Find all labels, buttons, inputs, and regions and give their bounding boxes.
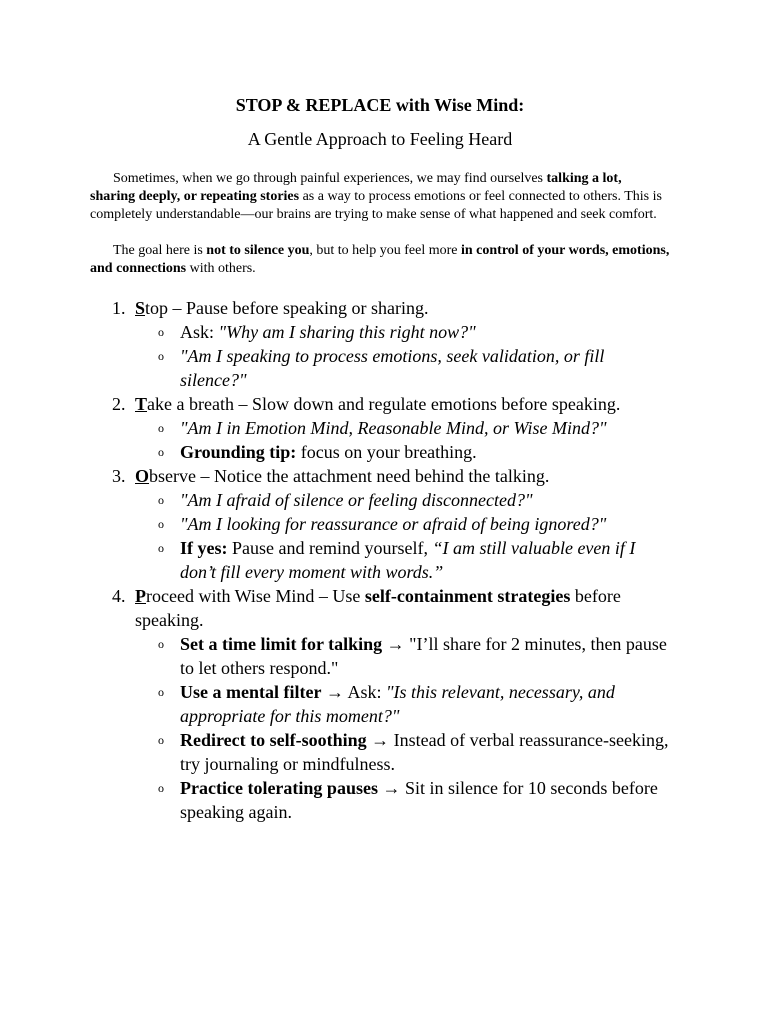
if-yes-quote: “I am still valuable even if I don’t fill every moment with words.” [180, 538, 636, 582]
bullet-icon: o [158, 325, 164, 339]
step-letter: O [135, 466, 150, 486]
bullet-icon: o [158, 445, 164, 459]
sub-item [135, 488, 670, 512]
sub-item [135, 632, 670, 680]
intro-paragraph-1 [90, 170, 670, 224]
stop-steps-list [90, 296, 670, 824]
tip-text: focus on your breathing. [296, 442, 477, 462]
bullet-icon: o [158, 517, 164, 531]
if-yes-label: If yes: [180, 538, 228, 558]
sub-item [135, 728, 670, 776]
strategy-label: Use a mental filter [180, 682, 322, 702]
sub-list [135, 416, 670, 464]
quote-text: "Am I speaking to process emotions, seek validation, or fill silence?" [180, 346, 605, 390]
ask-quote: "Why am I sharing this right now?" [218, 322, 476, 342]
intro-p1-bold: talking a lot, sharing deeply, or repeating stories [90, 171, 622, 204]
if-yes-text: Pause and remind yourself, [227, 538, 433, 558]
document-page [90, 92, 670, 824]
strategy-label: Redirect to self-soothing [180, 730, 367, 750]
step-number: 1. [112, 298, 126, 318]
sub-item [135, 440, 670, 464]
tip-label: Grounding tip: [180, 442, 297, 462]
intro-p2-text-3: with others. [186, 261, 256, 276]
step-letter: T [135, 394, 148, 414]
step-text: ake a breath – Slow down and regulate emotions before speaking. [147, 394, 621, 414]
strategy-label: Set a time limit for talking [180, 634, 383, 654]
sub-list [135, 320, 670, 392]
intro-p2-bold-2: in control of your words, emotions, and connections [90, 243, 670, 276]
document-subtitle: A Gentle Approach to Feeling Heard [247, 129, 513, 149]
bullet-icon: o [158, 637, 164, 651]
step-letter: S [135, 298, 146, 318]
step-stop [90, 296, 670, 392]
bullet-icon: o [158, 493, 164, 507]
sub-item [135, 512, 670, 536]
step-observe [90, 464, 670, 584]
strategy-text: → Instead of verbal reassurance-seeking, try journaling or mindfulness. [180, 730, 669, 774]
quote-text: "Am I looking for reassurance or afraid of being ignored?" [180, 514, 607, 534]
step-letter: P [135, 586, 146, 606]
bullet-icon: o [158, 685, 164, 699]
sub-list [135, 488, 670, 584]
bullet-icon: o [158, 541, 164, 555]
ask-label: Ask: [180, 322, 219, 342]
step-number: 3. [112, 466, 126, 486]
quote-text: "Am I afraid of silence or feeling disconnected?" [180, 490, 533, 510]
step-text: top – Pause before speaking or sharing. [145, 298, 429, 318]
sub-item [135, 680, 670, 728]
step-proceed [90, 584, 670, 824]
intro-p2-bold-1: not to silence you [206, 243, 310, 258]
intro-p2-text-2: , but to help you feel more [309, 243, 461, 258]
strategy-text: → Sit in silence for 10 seconds before speaking again. [180, 778, 658, 822]
bullet-icon: o [158, 349, 164, 363]
document-title: STOP & REPLACE with Wise Mind: [235, 95, 525, 115]
intro-p1-text: Sometimes, when we go through painful experiences, we may find ourselves [113, 171, 547, 186]
strategy-text: → Ask: [321, 682, 386, 702]
bullet-icon: o [158, 781, 164, 795]
step-text: bserve – Notice the attachment need behind the talking. [149, 466, 550, 486]
step-bold-text: self-containment strategies [364, 586, 571, 606]
sub-item [135, 416, 670, 440]
step-text: roceed with Wise Mind – Use [146, 586, 365, 606]
strategy-quote: "Is this relevant, necessary, and appropriate for this moment?" [180, 682, 615, 726]
intro-paragraph-2 [90, 242, 670, 278]
quote-text: "Am I in Emotion Mind, Reasonable Mind, or Wise Mind?" [180, 418, 607, 438]
sub-item [135, 536, 670, 584]
bullet-icon: o [158, 421, 164, 435]
intro-p2-text: The goal here is [113, 243, 207, 258]
bullet-icon: o [158, 733, 164, 747]
sub-item [135, 320, 670, 344]
strategy-label: Practice tolerating pauses [180, 778, 378, 798]
step-take-a-breath [90, 392, 670, 464]
sub-list [135, 632, 670, 824]
step-number: 2. [112, 394, 126, 414]
sub-item [135, 776, 670, 824]
sub-item [135, 344, 670, 392]
strategy-text: → "I’ll share for 2 minutes, then pause to let others respond." [180, 634, 667, 678]
intro-p1-text-2: as a way to process emotions or feel connected to others. This is completely understandable—our brains are trying to make sense of what happened and seek comfort. [90, 189, 662, 222]
step-number: 4. [112, 586, 126, 606]
step-text-2: before speaking. [135, 586, 621, 630]
